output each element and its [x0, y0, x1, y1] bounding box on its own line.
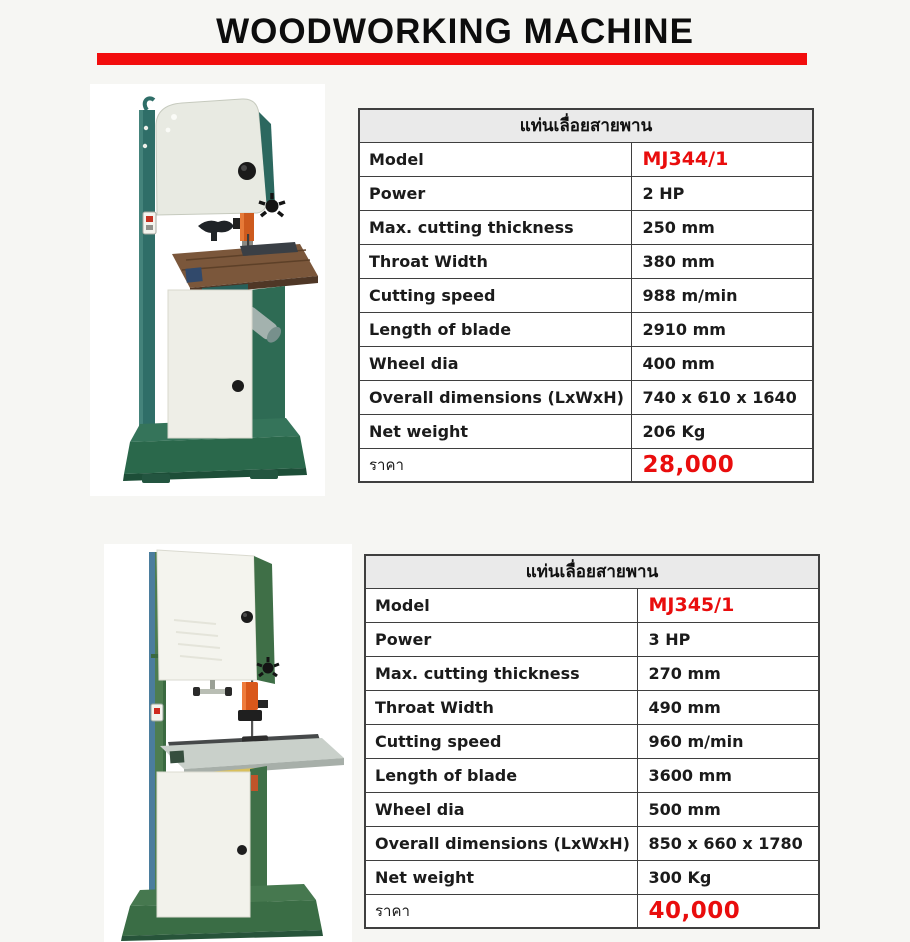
spec-label: Overall dimensions (LxWxH): [365, 826, 637, 860]
bandsaw-mj345-illustration: [104, 544, 352, 942]
spec-label: Net weight: [365, 860, 637, 894]
spec-value: 850 x 660 x 1780: [637, 826, 819, 860]
spec-label: Power: [359, 176, 631, 210]
spec-value-model: MJ345/1: [637, 588, 819, 622]
bandsaw-mj344-photo: [90, 84, 325, 496]
price-row: [365, 894, 819, 928]
spec-value: 740 x 610 x 1640: [631, 380, 813, 414]
spec-value-model: MJ344/1: [631, 142, 813, 176]
spec-value: 500 mm: [637, 792, 819, 826]
spec-row: [359, 414, 813, 448]
table-header-row: [359, 109, 813, 142]
price-row: [359, 448, 813, 482]
spec-label: Net weight: [359, 414, 631, 448]
spec-table-mj345: [364, 554, 820, 929]
spec-value: 490 mm: [637, 690, 819, 724]
spec-label: Throat Width: [365, 690, 637, 724]
spec-row: [359, 210, 813, 244]
price-label: ราคา: [359, 448, 631, 482]
table-title: แท่นเลื่อยสายพาน: [365, 555, 819, 588]
spec-label: Wheel dia: [359, 346, 631, 380]
spec-row: [359, 278, 813, 312]
spec-value: 206 Kg: [631, 414, 813, 448]
spec-label: Overall dimensions (LxWxH): [359, 380, 631, 414]
spec-value: 250 mm: [631, 210, 813, 244]
spec-label: Cutting speed: [365, 724, 637, 758]
spec-label: Max. cutting thickness: [365, 656, 637, 690]
spec-label: Length of blade: [359, 312, 631, 346]
spec-value: 300 Kg: [637, 860, 819, 894]
spec-row: [359, 244, 813, 278]
spec-row: [365, 656, 819, 690]
spec-row: [365, 758, 819, 792]
spec-label: Power: [365, 622, 637, 656]
spec-row: [359, 346, 813, 380]
spec-label: Throat Width: [359, 244, 631, 278]
spec-row: [365, 724, 819, 758]
spec-value: 270 mm: [637, 656, 819, 690]
spec-value: 960 m/min: [637, 724, 819, 758]
spec-row: [359, 142, 813, 176]
price-label: ราคา: [365, 894, 637, 928]
title-underline-bar: [97, 53, 807, 65]
spec-label: Max. cutting thickness: [359, 210, 631, 244]
spec-row: [365, 588, 819, 622]
spec-label: Model: [365, 588, 637, 622]
spec-value: 380 mm: [631, 244, 813, 278]
spec-label: Model: [359, 142, 631, 176]
spec-value: 2910 mm: [631, 312, 813, 346]
spec-label: Wheel dia: [365, 792, 637, 826]
spec-row: [359, 312, 813, 346]
spec-row: [365, 622, 819, 656]
table-title: แท่นเลื่อยสายพาน: [359, 109, 813, 142]
table-header-row: [365, 555, 819, 588]
spec-row: [359, 176, 813, 210]
spec-row: [365, 690, 819, 724]
price-value: 40,000: [637, 894, 819, 928]
bandsaw-mj345-photo: [104, 544, 352, 942]
spec-table-mj344: [358, 108, 814, 483]
spec-value: 988 m/min: [631, 278, 813, 312]
price-value: 28,000: [631, 448, 813, 482]
page-title: WOODWORKING MACHINE: [216, 12, 694, 51]
spec-value: 3 HP: [637, 622, 819, 656]
spec-label: Cutting speed: [359, 278, 631, 312]
spec-row: [365, 826, 819, 860]
spec-value: 2 HP: [631, 176, 813, 210]
spec-row: [365, 792, 819, 826]
bandsaw-mj344-illustration: [90, 84, 325, 496]
spec-label: Length of blade: [365, 758, 637, 792]
spec-row: [359, 380, 813, 414]
spec-value: 3600 mm: [637, 758, 819, 792]
spec-row: [365, 860, 819, 894]
spec-value: 400 mm: [631, 346, 813, 380]
